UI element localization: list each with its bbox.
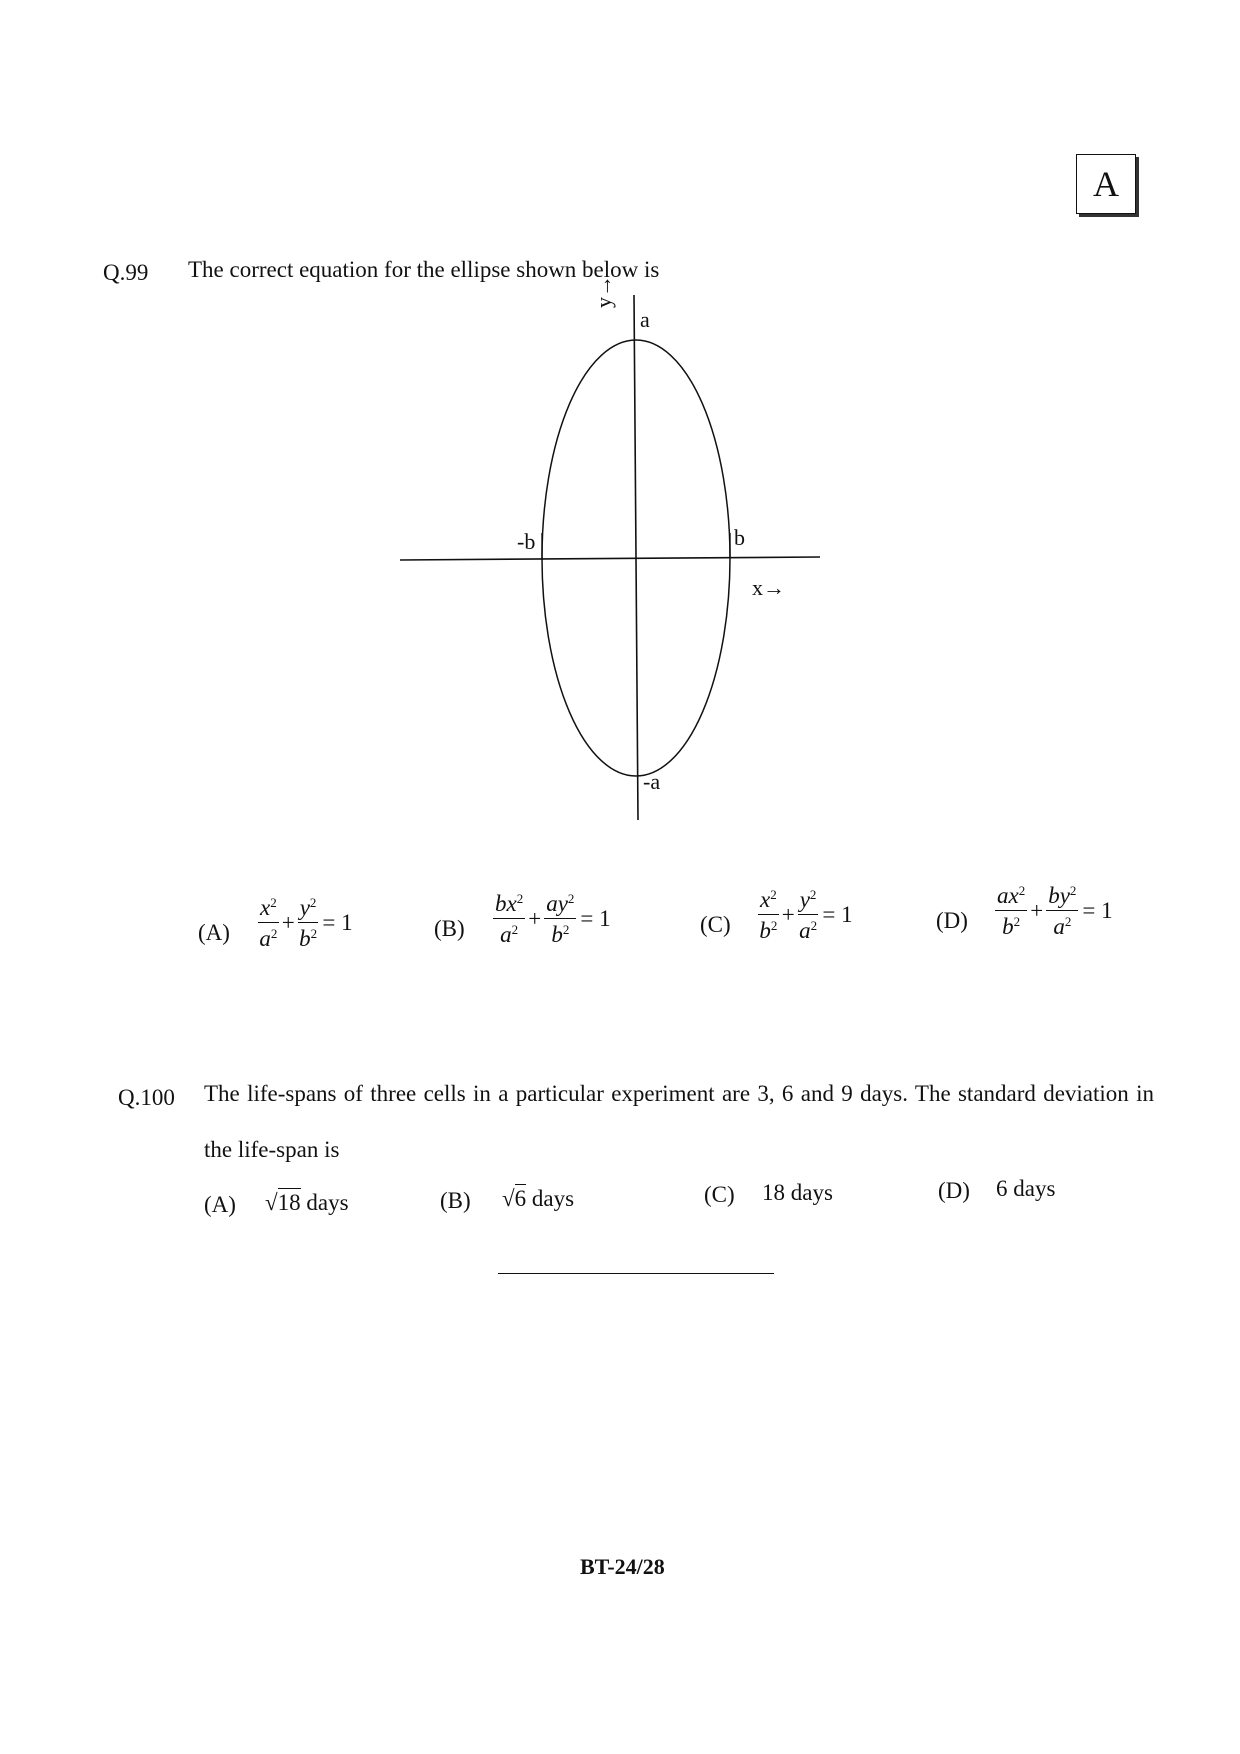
q99-option-a-label: (A) [198,920,230,945]
q99-option-d-label: (D) [936,908,968,933]
x-axis-line [400,557,820,560]
q100-option-b-label: (B) [440,1188,471,1213]
q99-option-a-equation: $\frac{x^2}{a^2}$ + $\frac{y^2}{b^2}$ = 1 [259,895,353,951]
fraction: $\frac{bx^2}{a^2}$ [495,891,524,947]
y-axis-label: y→ [591,275,616,308]
question-text-99: The correct equation for the ellipse shown below is [188,257,660,282]
label-a: a [640,307,650,332]
q100-option-a-label: (A) [204,1192,236,1217]
q99-option-d-equation: $\frac{ax^2}{b^2}$ + $\frac{by^2}{a^2}$ = 1 [997,883,1113,939]
question-number-99: Q.99 [103,260,149,285]
q100-option-b-text: √6 days [502,1186,575,1211]
fraction: $\frac{ay^2}{b^2}$ [546,891,575,947]
end-of-questions-rule [498,1273,774,1274]
ellipse-diagram-svg [400,275,820,835]
label-minus-b: -b [517,529,536,554]
fraction: $\frac{ax^2}{b^2}$ [997,883,1026,939]
q100-option-d-label: (D) [938,1178,970,1203]
q99-option-b-equation: $\frac{bx^2}{a^2}$ + $\frac{ay^2}{b^2}$ = 1 [495,891,611,947]
q100-option-c-label: (C) [704,1182,735,1207]
question-text-100: The life-spans of three cells in a particular experiment are 3, 6 and 9 days. The standard deviation in the life-span is [204,1081,1154,1162]
set-code-badge: A [1076,154,1136,214]
label-b: b [734,525,745,550]
fraction: $\frac{by^2}{a^2}$ [1048,883,1077,939]
fraction: $\frac{x^2}{a^2}$ [259,895,278,951]
y-axis-line [634,295,638,820]
q100-option-d-text: 6 days [996,1176,1056,1201]
x-axis-label: x→ [752,575,785,600]
q99-option-c-label: (C) [700,912,731,937]
ellipse-diagram [400,275,820,840]
fraction: $\frac{x^2}{b^2}$ [759,887,778,943]
q100-option-c-text: 18 days [762,1180,833,1205]
q100-option-a-text: √18 days [265,1190,349,1215]
q99-option-c-equation: $\frac{x^2}{b^2}$ + $\frac{y^2}{a^2}$ = 1 [759,887,853,943]
q99-option-b-label: (B) [434,916,465,941]
label-minus-a: -a [643,769,661,794]
fraction: $\frac{y^2}{a^2}$ [799,887,818,943]
page-footer-code: BT-24/28 [580,1554,665,1579]
fraction: $\frac{y^2}{b^2}$ [299,895,318,951]
question-number-100: Q.100 [118,1085,175,1110]
